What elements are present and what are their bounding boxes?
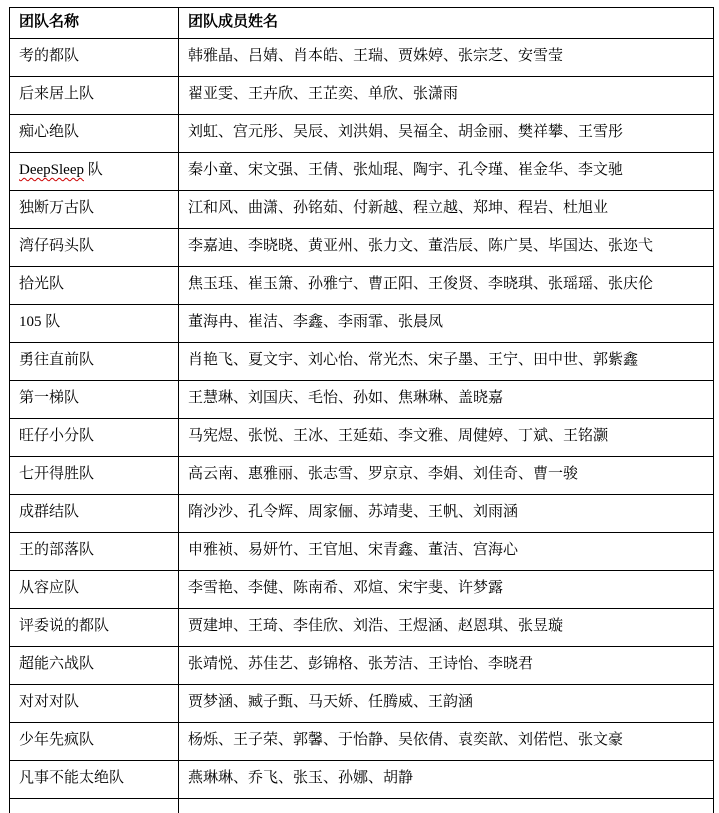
table-row: [10, 571, 714, 609]
team-members-cell: 隋沙沙、孔令辉、周家俪、苏靖斐、王帆、刘雨涵: [179, 495, 714, 533]
table-row: [10, 191, 714, 229]
table-row: [10, 305, 714, 343]
team-members-cell: 江和风、曲潇、孙铭茹、付新越、程立越、郑坤、程岩、杜旭业: [179, 191, 714, 229]
table-row: [10, 647, 714, 685]
header-row: [10, 8, 714, 39]
team-name-cell: 105 队: [10, 305, 179, 343]
team-name-cell: 勇往直前队: [10, 343, 179, 381]
team-members-cell: 翟亚雯、王卉欣、王芷奕、单欣、张潇雨: [179, 77, 714, 115]
document-page: [0, 7, 719, 813]
table-row: [10, 267, 714, 305]
team-members-cell: 高云南、惠雅丽、张志雪、罗京京、李娟、刘佳奇、曹一骏: [179, 457, 714, 495]
team-name-cell: DeepSleep 队: [10, 153, 179, 191]
team-name-cell: 从容应队: [10, 571, 179, 609]
table-row: [10, 761, 714, 799]
team-members-cell: 韩雅晶、吕婧、肖本皓、王瑞、贾姝婷、张宗芝、安雪莹: [179, 39, 714, 77]
spellcheck-underlined-text: DeepSleep: [19, 162, 84, 179]
team-name-cell: 痴心绝队: [10, 115, 179, 153]
table-header: [10, 8, 714, 39]
team-members-cell: 王慧琳、刘国庆、毛怡、孙如、焦琳琳、盖晓嘉: [179, 381, 714, 419]
team-members-cell: 燕琳琳、乔飞、张玉、孙娜、胡静: [179, 761, 714, 799]
team-members-cell: 李嘉迪、李晓晓、黄亚州、张力文、董浩辰、陈广昊、毕国达、张迩弋: [179, 229, 714, 267]
table-row: [10, 39, 714, 77]
team-name-cell: 七开得胜队: [10, 457, 179, 495]
team-roster-table: [9, 7, 714, 813]
team-members-cell: 秦小童、宋文强、王倩、张灿琨、陶宇、孔令瑾、崔金华、李文驰: [179, 153, 714, 191]
table-row: [10, 609, 714, 647]
table-row: [10, 419, 714, 457]
team-name-cell: 评委说的都队: [10, 609, 179, 647]
team-members-cell: 肖艳飞、夏文宇、刘心怡、常光杰、宋子墨、王宁、田中世、郭紫鑫: [179, 343, 714, 381]
cut-off-team-cell: [10, 799, 179, 813]
team-name-cell: 拾光队: [10, 267, 179, 305]
team-members-cell: 马宪煜、张悦、王冰、王延茹、李文雅、周健婷、丁斌、王铭灏: [179, 419, 714, 457]
header-cell-team-members: 团队成员姓名: [179, 8, 714, 39]
team-name-cell: 超能六战队: [10, 647, 179, 685]
team-name-cell: 对对对队: [10, 685, 179, 723]
team-members-cell: 贾梦涵、臧子甄、马天娇、任腾威、王韵涵: [179, 685, 714, 723]
team-name-cell: 考的都队: [10, 39, 179, 77]
team-members-cell: 贾建坤、王琦、李佳欣、刘浩、王煜涵、赵恩琪、张昱璇: [179, 609, 714, 647]
table-row: [10, 115, 714, 153]
team-name-cell: 少年先疯队: [10, 723, 179, 761]
table-row: [10, 229, 714, 267]
table-row: [10, 685, 714, 723]
team-members-cell: 董海冉、崔洁、李鑫、李雨霏、张晨凤: [179, 305, 714, 343]
cut-off-row: [10, 799, 714, 813]
table-row: [10, 381, 714, 419]
team-members-cell: 张靖悦、苏佳艺、彭锦格、张芳洁、王诗怡、李晓君: [179, 647, 714, 685]
team-name-cell: 独断万古队: [10, 191, 179, 229]
team-members-cell: 杨烁、王子荣、郭馨、于怡静、吴依倩、袁奕歆、刘偌恺、张文豪: [179, 723, 714, 761]
cut-off-members-cell: [179, 799, 714, 813]
table-row: [10, 343, 714, 381]
table-row: [10, 723, 714, 761]
table-row: [10, 457, 714, 495]
team-name-cell: 成群结队: [10, 495, 179, 533]
header-cell-team-name: 团队名称: [10, 8, 179, 39]
team-members-cell: 申雅祯、易妍竹、王官旭、宋青鑫、董洁、宫海心: [179, 533, 714, 571]
team-name-cell: 后来居上队: [10, 77, 179, 115]
team-name-cell: 凡事不能太绝队: [10, 761, 179, 799]
table-row: [10, 153, 714, 191]
partial-row-body: [10, 799, 714, 813]
team-members-cell: 刘虹、宫元彤、吴辰、刘洪娟、吴福全、胡金丽、樊祥攀、王雪彤: [179, 115, 714, 153]
team-name-cell: 湾仔码头队: [10, 229, 179, 267]
team-name-cell: 王的部落队: [10, 533, 179, 571]
team-name-cell: 第一梯队: [10, 381, 179, 419]
table-row: [10, 77, 714, 115]
team-members-cell: 李雪艳、李健、陈南希、邓煊、宋宇斐、许梦露: [179, 571, 714, 609]
team-members-cell: 焦玉珏、崔玉箫、孙雅宁、曹正阳、王俊贤、李晓琪、张瑶瑶、张庆伦: [179, 267, 714, 305]
table-row: [10, 533, 714, 571]
team-name-cell: 旺仔小分队: [10, 419, 179, 457]
table-row: [10, 495, 714, 533]
team-table-body: [10, 39, 714, 799]
